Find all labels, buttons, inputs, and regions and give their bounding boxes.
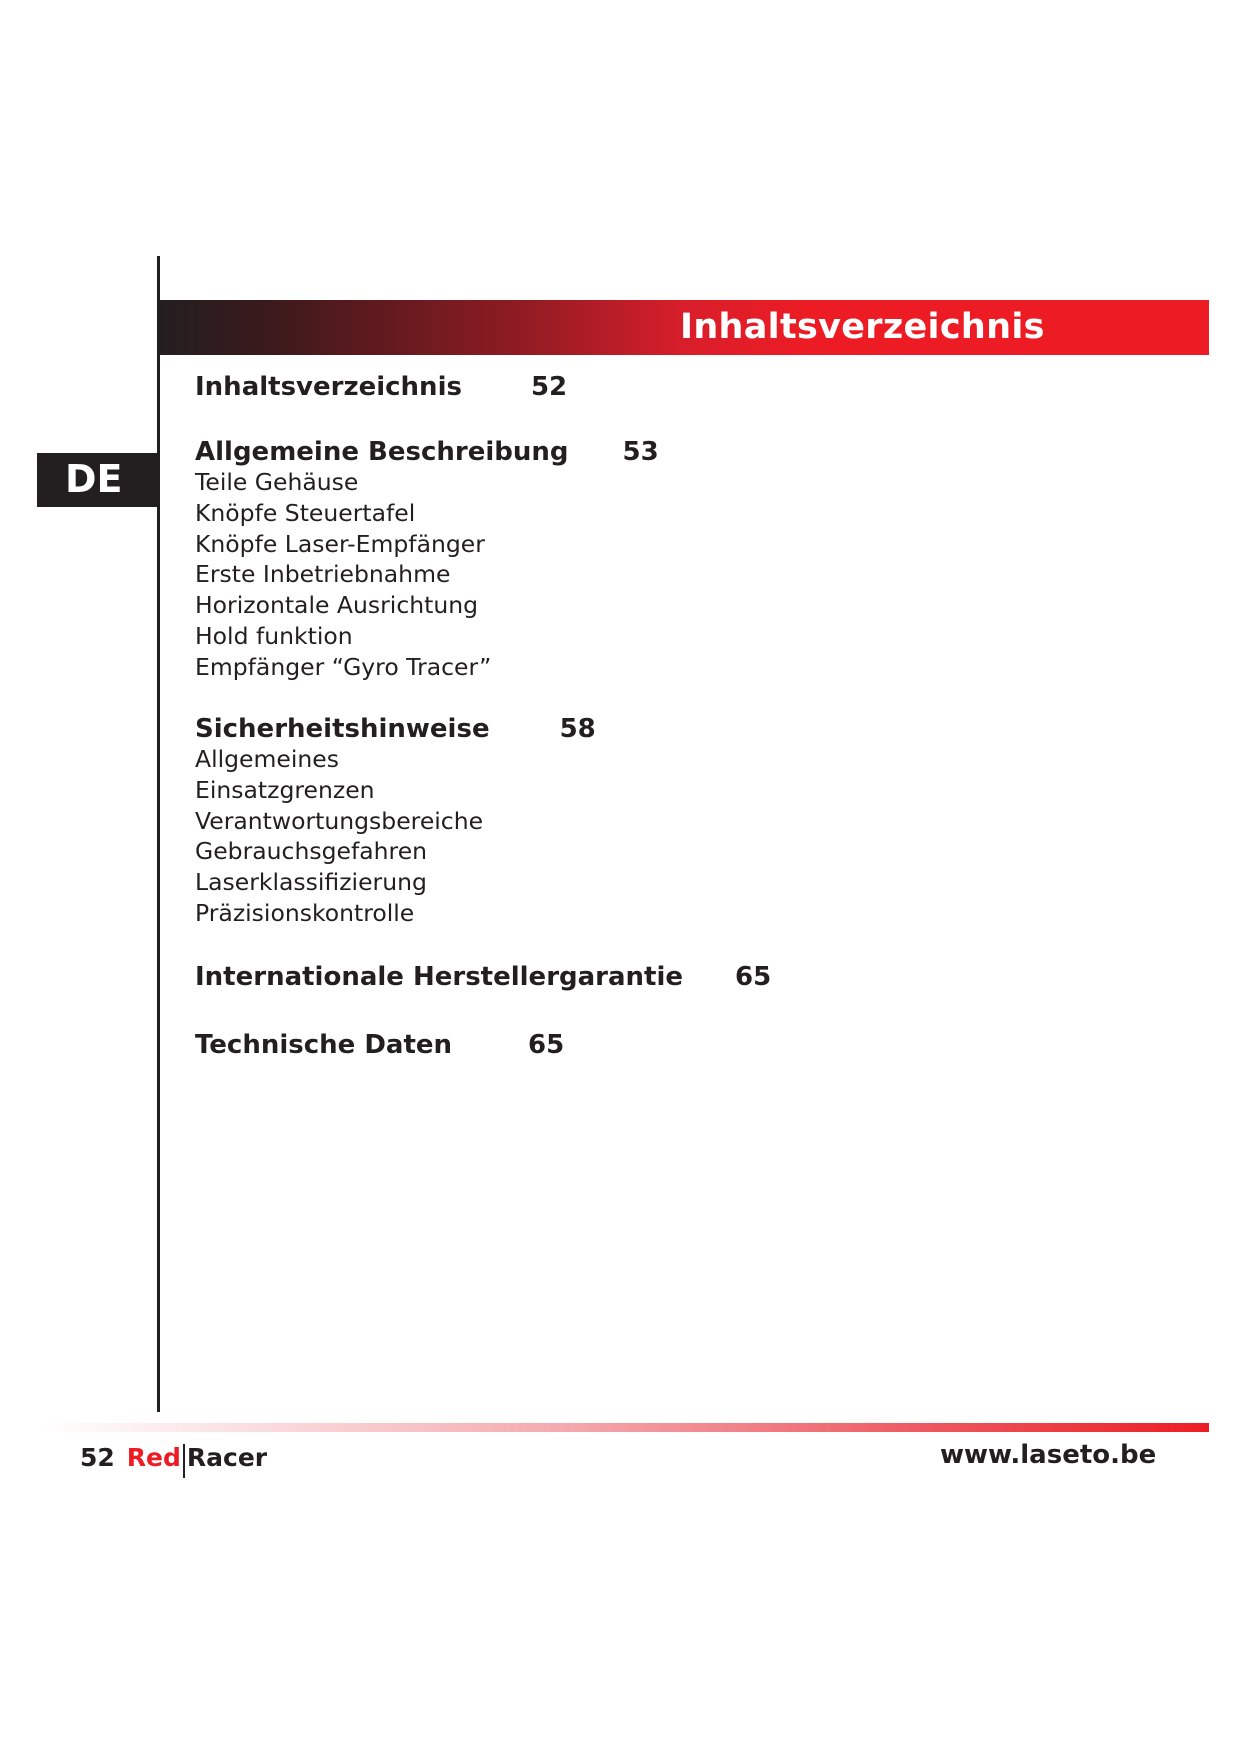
toc-section-technische-daten xyxy=(195,1030,564,1060)
language-tab xyxy=(37,453,158,507)
toc-subitem[interactable]: Verantwortungsbereiche xyxy=(195,806,484,835)
toc-subitem[interactable]: Knöpfe Laser-Empfänger xyxy=(195,529,485,558)
brand-name-dark: Racer xyxy=(186,1442,268,1472)
toc-section-inhaltsverzeichnis xyxy=(195,372,567,402)
toc-subitem[interactable]: Empfänger “Gyro Tracer” xyxy=(195,652,492,681)
toc-section-sicherheitshinweise xyxy=(195,714,596,929)
toc-section-page[interactable]: 65 xyxy=(528,1030,565,1060)
toc-section-herstellergarantie xyxy=(195,962,771,992)
toc-subitem[interactable]: Laserklassifizierung xyxy=(195,868,427,897)
toc-section-title[interactable]: Internationale Herstellergarantie xyxy=(195,962,684,992)
toc-section-page[interactable]: 65 xyxy=(735,962,772,992)
toc-section-title[interactable]: Inhaltsverzeichnis xyxy=(195,372,462,402)
margin-vertical-rule xyxy=(157,256,160,1412)
title-bar xyxy=(160,300,1209,355)
toc-subitem[interactable]: Hold funktion xyxy=(195,621,353,650)
toc-section-allgemeine-beschreibung xyxy=(195,437,659,683)
toc-section-page[interactable]: 52 xyxy=(530,372,568,402)
footer-brand xyxy=(80,1440,267,1474)
toc-section-page[interactable]: 53 xyxy=(622,437,659,467)
toc-section-title[interactable]: Sicherheitshinweise xyxy=(195,714,490,744)
language-label: DE xyxy=(65,457,123,501)
website-link[interactable]: www.laseto.be xyxy=(940,1440,1157,1470)
toc-subitem[interactable]: Allgemeines xyxy=(195,745,339,773)
toc-subitem[interactable]: Horizontale Ausrichtung xyxy=(195,591,479,620)
toc-section-title[interactable]: Allgemeine Beschreibung xyxy=(195,437,569,467)
brand-name-red: Red xyxy=(126,1442,181,1472)
page-title: Inhaltsverzeichnis xyxy=(680,307,1045,347)
toc-subitem[interactable]: Einsatzgrenzen xyxy=(195,775,375,804)
brand-divider xyxy=(183,1444,185,1478)
toc-section-page[interactable]: 58 xyxy=(559,714,596,744)
toc-subitem[interactable]: Erste Inbetriebnahme xyxy=(195,560,451,589)
footer-gradient-rule xyxy=(37,1423,1209,1432)
toc-subitem[interactable]: Gebrauchsgefahren xyxy=(195,837,428,866)
toc-subitem[interactable]: Teile Gehäuse xyxy=(195,468,359,496)
toc-subitem[interactable]: Präzisionskontrolle xyxy=(195,898,415,927)
toc-section-title[interactable]: Technische Daten xyxy=(195,1030,453,1060)
page-number: 52 xyxy=(80,1442,115,1472)
toc-subitem[interactable]: Knöpfe Steuertafel xyxy=(195,498,416,527)
